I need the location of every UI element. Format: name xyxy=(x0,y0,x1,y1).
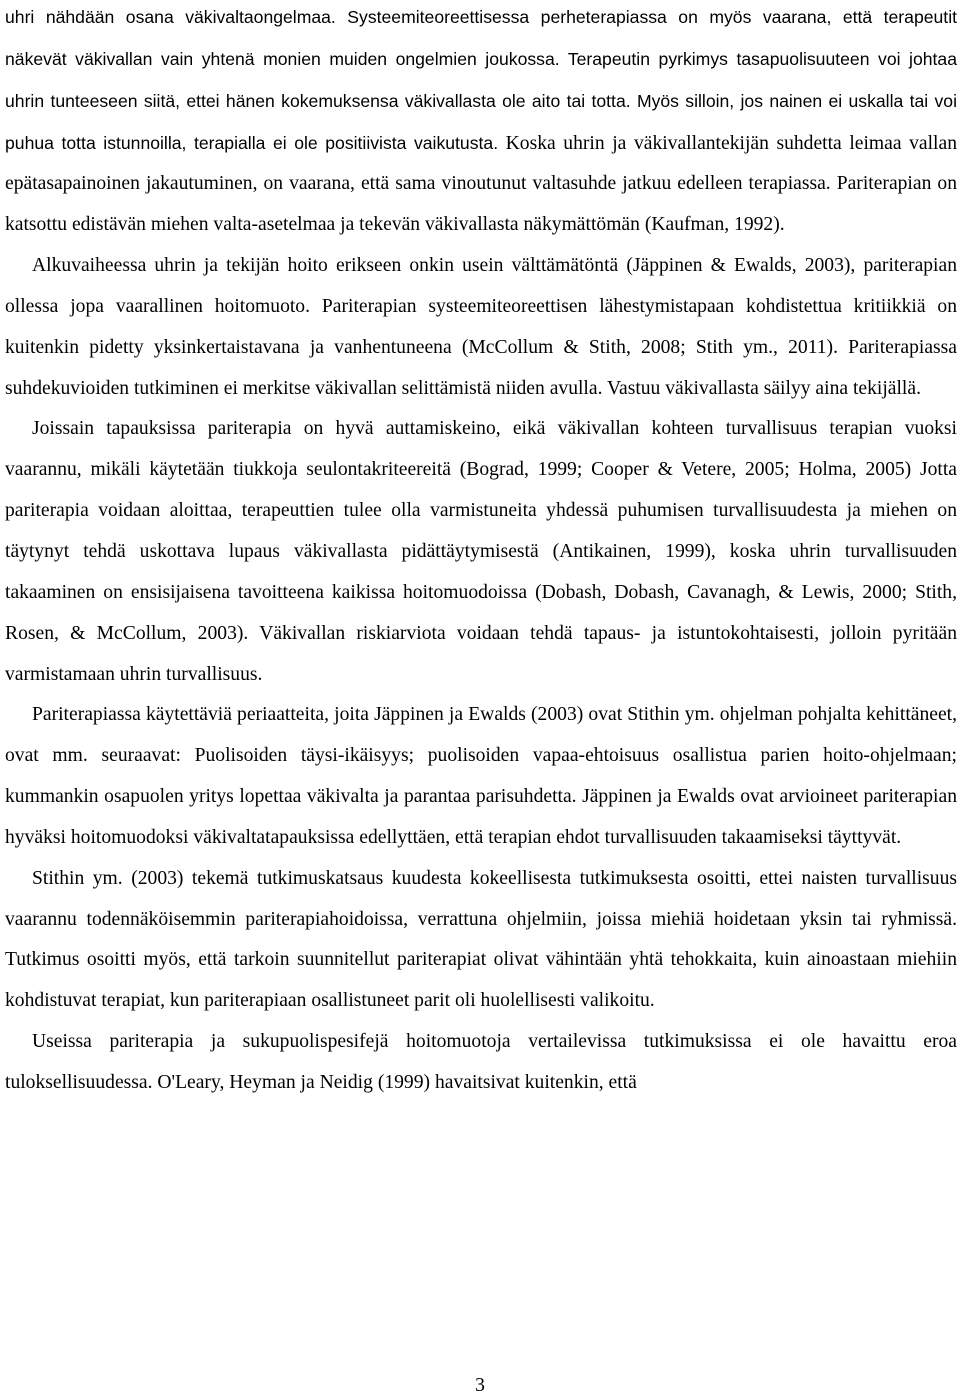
page-number: 3 xyxy=(475,1375,485,1396)
paragraph-1-sans-span: uhri nähdään osana väkivaltaongelmaa. Systeemiteoreettisessa perheterapiassa on myös vaarana, että terapeutit näkevät väkivallan vain yhtenä monien muiden ongelmien joukossa. Terapeutin pyrkimys tasapuolisuuteen voi johtaa uhrin tunteeseen siitä, ettei hänen kokemuksensa väkivallasta ole aito tai totta. Myös silloin, jos nainen ei uskalla tai voi puhua totta istunnoilla, terapialla ei ole positiivista vaikutusta. xyxy=(5,7,957,153)
paragraph-6: Useissa pariterapia ja sukupuolispesifejä hoitomuotoja vertailevissa tutkimuksissa ei ole havaittu eroa tuloksellisuudessa. O'Leary, Heyman ja Neidig (1999) havaitsivat kuitenkin, että xyxy=(5,1031,957,1093)
paragraph-3: Joissain tapauksissa pariterapia on hyvä auttamiskeino, eikä väkivallan kohteen turvallisuus terapian vuoksi vaarannu, mikäli käytetään tiukkoja seulontakriteereitä (Bograd, 1999; Cooper & Vetere, 2005; Holma, 2005) Jotta pariterapia voidaan aloittaa, terapeuttien tulee olla varmistuneita yhdessä puhumisen turvallisuudesta ja miehen on täytynyt tehdä uskottava lupaus väkivallasta pidättäytymisestä (Antikainen, 1999), koska uhrin turvallisuuden takaaminen on ensisijaisena tavoitteena kaikissa hoitomuodoissa (Dobash, Dobash, Cavanagh, & Lewis, 2000; Stith, Rosen, & McCollum, 2003). Väkivallan riskiarviota voidaan tehdä tapaus- ja istuntokohtaisesti, jolloin pyritään varmistamaan uhrin turvallisuus. xyxy=(5,418,957,685)
body-text xyxy=(5,0,957,1104)
paragraph-1 xyxy=(5,0,957,246)
paragraph-2: Alkuvaiheessa uhrin ja tekijän hoito erikseen onkin usein välttämätöntä (Jäppinen & Ewalds, 2003), pariterapian ollessa jopa vaarallinen hoitomuoto. Pariterapian systeemiteoreettisen lähestymistapaan kohdistettua kritiikkiä on kuitenkin pidetty yksinkertaistavana ja vanhentuneena (McCollum & Stith, 2008; Stith ym., 2011). Pariterapiassa suhdekuvioiden tutkiminen ei merkitse väkivallan selittämistä niiden avulla. Vastuu väkivallasta säilyy aina tekijällä. xyxy=(5,255,957,399)
paragraph-4: Pariterapiassa käytettäviä periaatteita, joita Jäppinen ja Ewalds (2003) ovat Stithin ym. ohjelman pohjalta kehittäneet, ovat mm. seuraavat: Puolisoiden täysi-ikäisyys; puolisoiden vapaa-ehtoisuus osallistua parien hoito-ohjelmaan; kummankin osapuolen yritys lopettaa väkivalta ja parantaa parisuhdetta. Jäppinen ja Ewalds ovat arvioineet pariterapian hyväksi hoitomuodoksi väkivaltatapauksissa edellyttäen, että terapian ehdot turvallisuuden takaamiseksi täyttyvät. xyxy=(5,704,957,848)
paragraph-1-serif-span: Koska uhrin ja väkivallantekijän suhdetta leimaa vallan epätasapainoinen jakautuminen, on vaarana, että sama vinoutunut valtasuhde jatkuu edelleen terapiassa. Pariterapian on katsottu edistävän miehen valta-asetelmaa ja tekevän väkivallasta näkymättömän (Kaufman, 1992). xyxy=(5,132,957,236)
paragraph-5: Stithin ym. (2003) tekemä tutkimuskatsaus kuudesta kokeellisesta tutkimuksesta osoitti, ettei naisten turvallisuus vaarannu todennäköisemmin pariterapiahoidoissa, verrattuna ohjelmiin, joissa miehiä hoidetaan yksin tai ryhmissä. Tutkimus osoitti myös, että tarkoin suunnitellut pariterapiat olivat vähintään yhtä tehokkaita, kuin ainoastaan miehiin kohdistuvat terapiat, kun pariterapiaan osallistuneet parit oli huolellisesti valikoitu. xyxy=(5,867,957,1012)
